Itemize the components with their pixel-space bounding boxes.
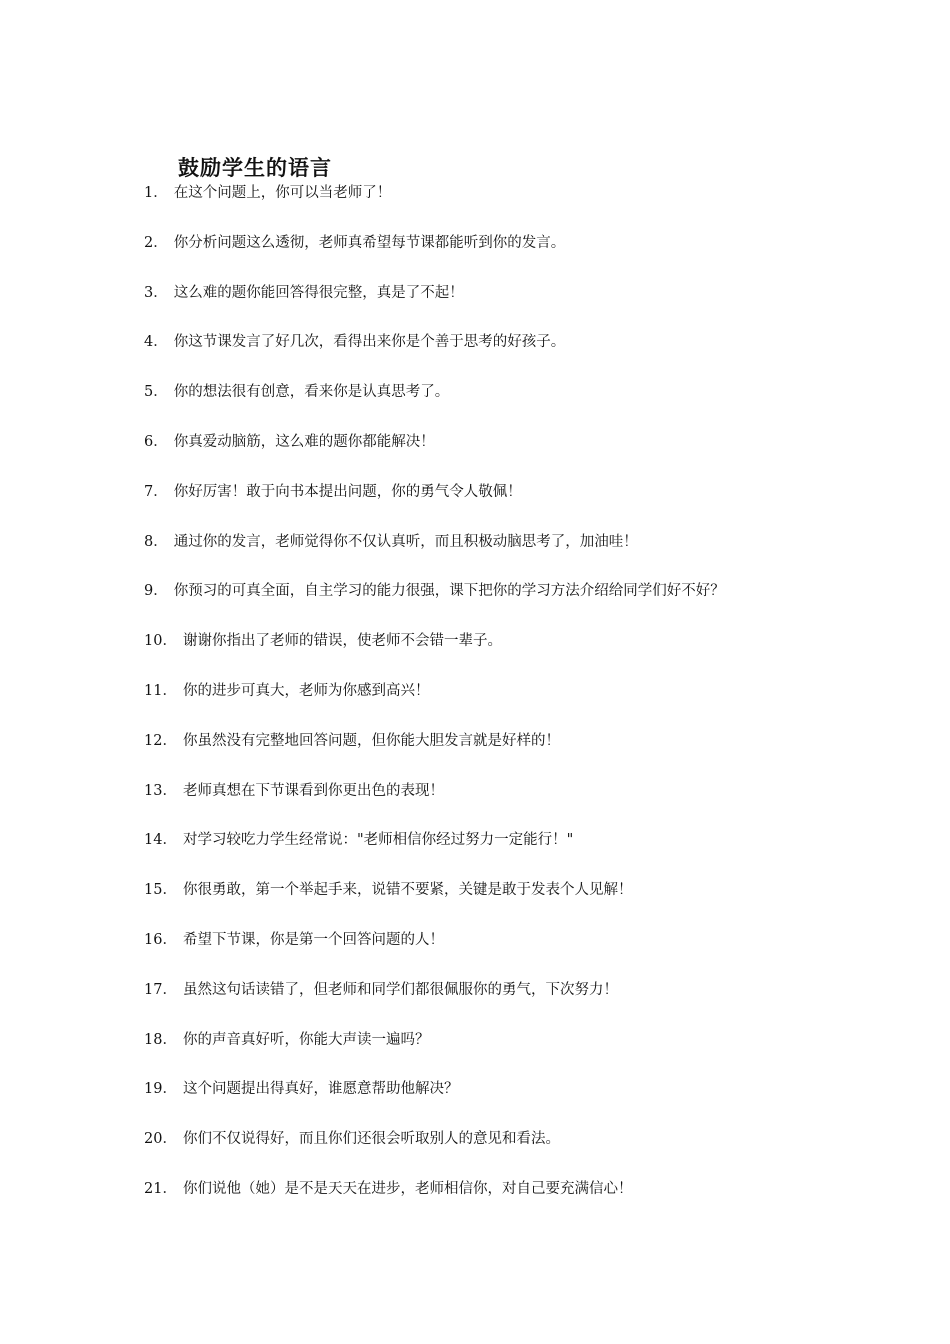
list-item	[144, 1126, 924, 1176]
document-title: 鼓励学生的语言	[178, 156, 332, 180]
item-text: 对学习较吃力学生经常说："老师相信你经过努力一定能行！"	[182, 832, 574, 849]
item-text: 在这个问题上，你可以当老师了！	[173, 185, 392, 201]
item-number: 14．	[144, 832, 177, 849]
item-text: 虽然这句话读错了，但老师和同学们都很佩服你的勇气，下次努力！	[182, 981, 618, 998]
item-number: 5．	[144, 384, 168, 401]
list-item	[144, 728, 924, 778]
item-text: 你很勇敢，第一个举起手来，说错不要紧，关键是敢于发表个人见解！	[182, 882, 633, 899]
item-text: 你好厉害！敢于向书本提出问题，你的勇气令人敬佩！	[173, 483, 522, 500]
item-number: 9．	[144, 583, 168, 600]
item-number: 16．	[144, 931, 177, 948]
list-item	[144, 827, 924, 877]
list-item	[144, 230, 924, 280]
list-item	[144, 280, 924, 330]
phrase-list	[144, 180, 924, 1226]
list-item	[144, 329, 924, 379]
item-number: 1．	[144, 185, 168, 201]
item-text: 你们不仅说得好，而且你们还很会听取别人的意见和看法。	[182, 1131, 560, 1148]
item-text: 你这节课发言了好几次，看得出来你是个善于思考的好孩子。	[173, 334, 566, 351]
list-item	[144, 429, 924, 479]
list-item	[144, 977, 924, 1027]
item-number: 21．	[144, 1180, 177, 1197]
item-text: 这么难的题你能回答得很完整，真是了不起！	[173, 284, 464, 301]
list-item	[144, 1027, 924, 1077]
item-text: 你们说他（她）是不是天天在进步，老师相信你，对自己要充满信心！	[182, 1180, 633, 1197]
item-text: 通过你的发言，老师觉得你不仅认真听，而且积极动脑思考了，加油哇！	[173, 533, 638, 550]
item-number: 20．	[144, 1131, 177, 1148]
item-text: 老师真想在下节课看到你更出色的表现！	[182, 782, 444, 799]
list-item	[144, 927, 924, 977]
item-number: 15．	[144, 882, 177, 899]
item-text: 你真爱动脑筋，这么难的题你都能解决！	[173, 433, 435, 450]
list-item	[144, 180, 924, 230]
item-number: 10．	[144, 633, 177, 650]
list-item	[144, 678, 924, 728]
list-item	[144, 1076, 924, 1126]
item-number: 7．	[144, 483, 168, 500]
item-number: 18．	[144, 1031, 177, 1048]
item-number: 17．	[144, 981, 177, 998]
list-item	[144, 479, 924, 529]
item-text: 希望下节课，你是第一个回答问题的人！	[182, 931, 444, 948]
item-text: 你的声音真好听，你能大声读一遍吗？	[182, 1031, 430, 1048]
list-item	[144, 379, 924, 429]
item-text: 你预习的可真全面，自主学习的能力很强，课下把你的学习方法介绍给同学们好不好？	[173, 583, 725, 600]
item-number: 11．	[144, 682, 177, 699]
list-item	[144, 628, 924, 678]
item-text: 这个问题提出得真好，谁愿意帮助他解决？	[182, 1081, 459, 1098]
item-text: 你的想法很有创意，看来你是认真思考了。	[173, 384, 450, 401]
item-number: 19．	[144, 1081, 177, 1098]
item-number: 8．	[144, 533, 168, 550]
item-number: 3．	[144, 284, 168, 301]
list-item	[144, 877, 924, 927]
item-number: 13．	[144, 782, 177, 799]
item-text: 你的进步可真大，老师为你感到高兴！	[182, 682, 430, 699]
item-number: 6．	[144, 433, 168, 450]
item-text: 你分析问题这么透彻，老师真希望每节课都能听到你的发言。	[173, 234, 566, 251]
list-item	[144, 1176, 924, 1226]
item-text: 谢谢你指出了老师的错误，使老师不会错一辈子。	[182, 633, 502, 650]
item-number: 12．	[144, 732, 177, 749]
list-item	[144, 529, 924, 579]
item-text: 你虽然没有完整地回答问题，但你能大胆发言就是好样的！	[182, 732, 560, 749]
item-number: 2．	[144, 234, 168, 251]
list-item	[144, 578, 924, 628]
item-number: 4．	[144, 334, 168, 351]
list-item	[144, 778, 924, 828]
